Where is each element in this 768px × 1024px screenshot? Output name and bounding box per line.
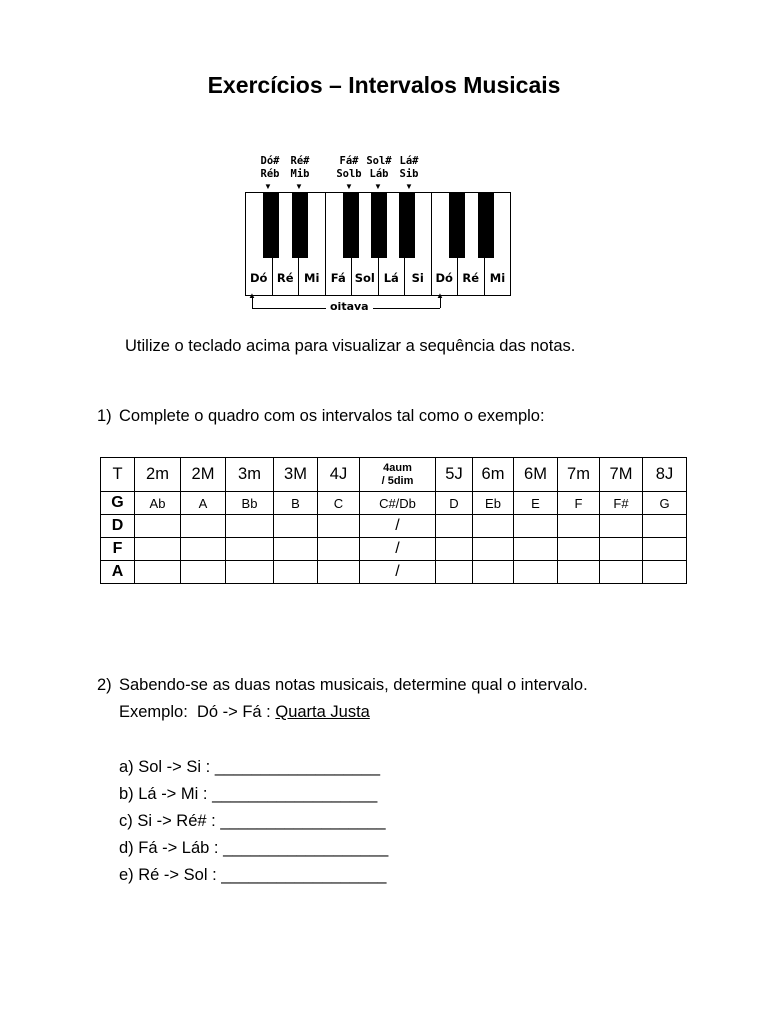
arrow-down-icon: ▼ xyxy=(374,182,382,191)
black-key-label-3 xyxy=(333,155,365,181)
black-key xyxy=(371,193,387,258)
table-header-cell xyxy=(360,458,436,492)
table-header-cell: T xyxy=(101,458,135,492)
table-cell[interactable] xyxy=(318,538,360,561)
table-cell[interactable] xyxy=(318,561,360,584)
table-cell: D xyxy=(436,492,473,515)
table-cell: G xyxy=(643,492,687,515)
q2-item-d: d) Fá -> Láb : __________________ xyxy=(119,839,389,857)
white-key-label: Lá xyxy=(383,271,399,285)
table-cell[interactable] xyxy=(473,515,514,538)
table-cell[interactable] xyxy=(226,561,274,584)
table-cell: E xyxy=(514,492,558,515)
black-key-label-bottom: Mib xyxy=(290,168,310,180)
table-cell[interactable] xyxy=(643,538,687,561)
table-cell[interactable] xyxy=(600,538,643,561)
white-key-label: Fá xyxy=(330,271,346,285)
table-header-line: / 5dim xyxy=(381,474,414,487)
black-key xyxy=(478,193,494,258)
black-key-label-1 xyxy=(255,155,285,181)
black-key-label-top: Dó# xyxy=(260,155,280,167)
q2-example-answer: Quarta Justa xyxy=(275,703,370,721)
table-cell: A xyxy=(181,492,226,515)
q1-text: Complete o quadro com os intervalos tal como o exemplo: xyxy=(119,407,545,425)
black-key-label-bottom: Réb xyxy=(260,168,280,180)
arrow-down-icon: ▼ xyxy=(264,182,272,191)
table-header-cell: 3m xyxy=(226,458,274,492)
table-cell[interactable]: / xyxy=(360,561,436,584)
black-key-label-5 xyxy=(395,155,423,181)
table-cell[interactable] xyxy=(436,561,473,584)
table-header-cell: 2M xyxy=(181,458,226,492)
table-cell: F xyxy=(558,492,600,515)
q2-item-b: b) Lá -> Mi : __________________ xyxy=(119,785,378,803)
row-label: A xyxy=(101,561,135,584)
table-cell[interactable] xyxy=(181,515,226,538)
table-cell[interactable]: / xyxy=(360,538,436,561)
table-cell[interactable] xyxy=(473,561,514,584)
table-cell[interactable] xyxy=(558,538,600,561)
table-cell[interactable] xyxy=(558,561,600,584)
table-cell: Ab xyxy=(135,492,181,515)
black-key xyxy=(343,193,359,258)
black-key xyxy=(399,193,415,258)
table-cell: Bb xyxy=(226,492,274,515)
table-cell[interactable] xyxy=(318,515,360,538)
table-cell[interactable] xyxy=(643,561,687,584)
table-header-row xyxy=(101,458,687,492)
table-cell[interactable] xyxy=(436,515,473,538)
table-header-cell: 6M xyxy=(514,458,558,492)
arrow-down-icon: ▼ xyxy=(345,182,353,191)
row-label: F xyxy=(101,538,135,561)
black-key-label-bottom: Solb xyxy=(336,168,362,180)
white-key-label: Ré xyxy=(276,271,294,285)
q2-item-e: e) Ré -> Sol : __________________ xyxy=(119,866,387,884)
intervals-table xyxy=(100,457,687,584)
black-key-label-2 xyxy=(285,155,315,181)
table-cell: F# xyxy=(600,492,643,515)
table-row xyxy=(101,561,687,584)
page-title: Exercícios – Intervalos Musicais xyxy=(207,72,561,98)
white-key-label: Ré xyxy=(462,271,480,285)
table-header-line: 4aum xyxy=(383,461,412,474)
table-cell[interactable] xyxy=(473,538,514,561)
octave-label: oitava xyxy=(326,300,373,313)
table-row xyxy=(101,492,687,515)
black-key-label-top: Sol# xyxy=(366,155,392,167)
intro-text: Utilize o teclado acima para visualizar a sequência das notas. xyxy=(125,337,576,355)
table-cell: C#/Db xyxy=(360,492,436,515)
table-header-cell: 7M xyxy=(600,458,643,492)
table-cell[interactable] xyxy=(274,561,318,584)
q2-item-a: a) Sol -> Si : __________________ xyxy=(119,758,381,776)
white-key-label: Sol xyxy=(354,271,375,285)
q2-item-c: c) Si -> Ré# : __________________ xyxy=(119,812,386,830)
table-cell[interactable] xyxy=(600,515,643,538)
arrow-up-icon: ▲ xyxy=(248,291,256,300)
table-cell[interactable] xyxy=(226,515,274,538)
white-key-label: Si xyxy=(411,271,424,285)
table-cell[interactable] xyxy=(135,538,181,561)
table-header-cell: 8J xyxy=(643,458,687,492)
table-row xyxy=(101,538,687,561)
q2-number: 2) xyxy=(97,676,112,694)
black-key xyxy=(449,193,465,258)
table-header-cell: 3M xyxy=(274,458,318,492)
table-row xyxy=(101,515,687,538)
black-key xyxy=(263,193,279,258)
white-key-label: Mi xyxy=(489,271,506,285)
q2-example xyxy=(119,703,370,722)
table-cell: Eb xyxy=(473,492,514,515)
row-label: G xyxy=(101,492,135,515)
table-cell[interactable]: / xyxy=(360,515,436,538)
table-cell[interactable] xyxy=(558,515,600,538)
table-cell[interactable] xyxy=(514,538,558,561)
black-key-label-4 xyxy=(364,155,394,181)
table-header-cell: 5J xyxy=(436,458,473,492)
table-cell[interactable] xyxy=(643,515,687,538)
q1-number: 1) xyxy=(97,407,112,425)
arrow-down-icon: ▼ xyxy=(295,182,303,191)
table-cell[interactable] xyxy=(181,561,226,584)
row-label: D xyxy=(101,515,135,538)
black-key xyxy=(292,193,308,258)
black-key-label-top: Fá# xyxy=(339,155,359,167)
black-key-label-top: Lá# xyxy=(399,155,419,167)
table-header-cell: 2m xyxy=(135,458,181,492)
table-cell[interactable] xyxy=(274,538,318,561)
table-cell[interactable] xyxy=(226,538,274,561)
table-header-cell: 6m xyxy=(473,458,514,492)
table-cell[interactable] xyxy=(514,561,558,584)
arrow-up-icon: ▲ xyxy=(436,291,444,300)
table-cell[interactable] xyxy=(181,538,226,561)
table-header-cell: 4J xyxy=(318,458,360,492)
white-key-label: Mi xyxy=(304,271,320,285)
piano-keyboard xyxy=(245,192,511,296)
q2-example-prefix: Exemplo: Dó -> Fá : xyxy=(119,703,276,721)
table-cell[interactable] xyxy=(514,515,558,538)
table-cell: B xyxy=(274,492,318,515)
arrow-down-icon: ▼ xyxy=(405,182,413,191)
table-cell[interactable] xyxy=(436,538,473,561)
black-key-label-bottom: Láb xyxy=(369,168,389,180)
table-header-cell: 7m xyxy=(558,458,600,492)
table-cell[interactable] xyxy=(600,561,643,584)
black-key-label-top: Ré# xyxy=(290,155,310,167)
table-cell[interactable] xyxy=(135,515,181,538)
table-cell[interactable] xyxy=(135,561,181,584)
q2-text: Sabendo-se as duas notas musicais, determine qual o intervalo. xyxy=(119,676,588,694)
black-key-label-bottom: Sib xyxy=(399,168,419,180)
table-cell[interactable] xyxy=(274,515,318,538)
white-key-label: Dó xyxy=(250,271,268,285)
white-key-label: Dó xyxy=(435,271,453,285)
table-cell: C xyxy=(318,492,360,515)
